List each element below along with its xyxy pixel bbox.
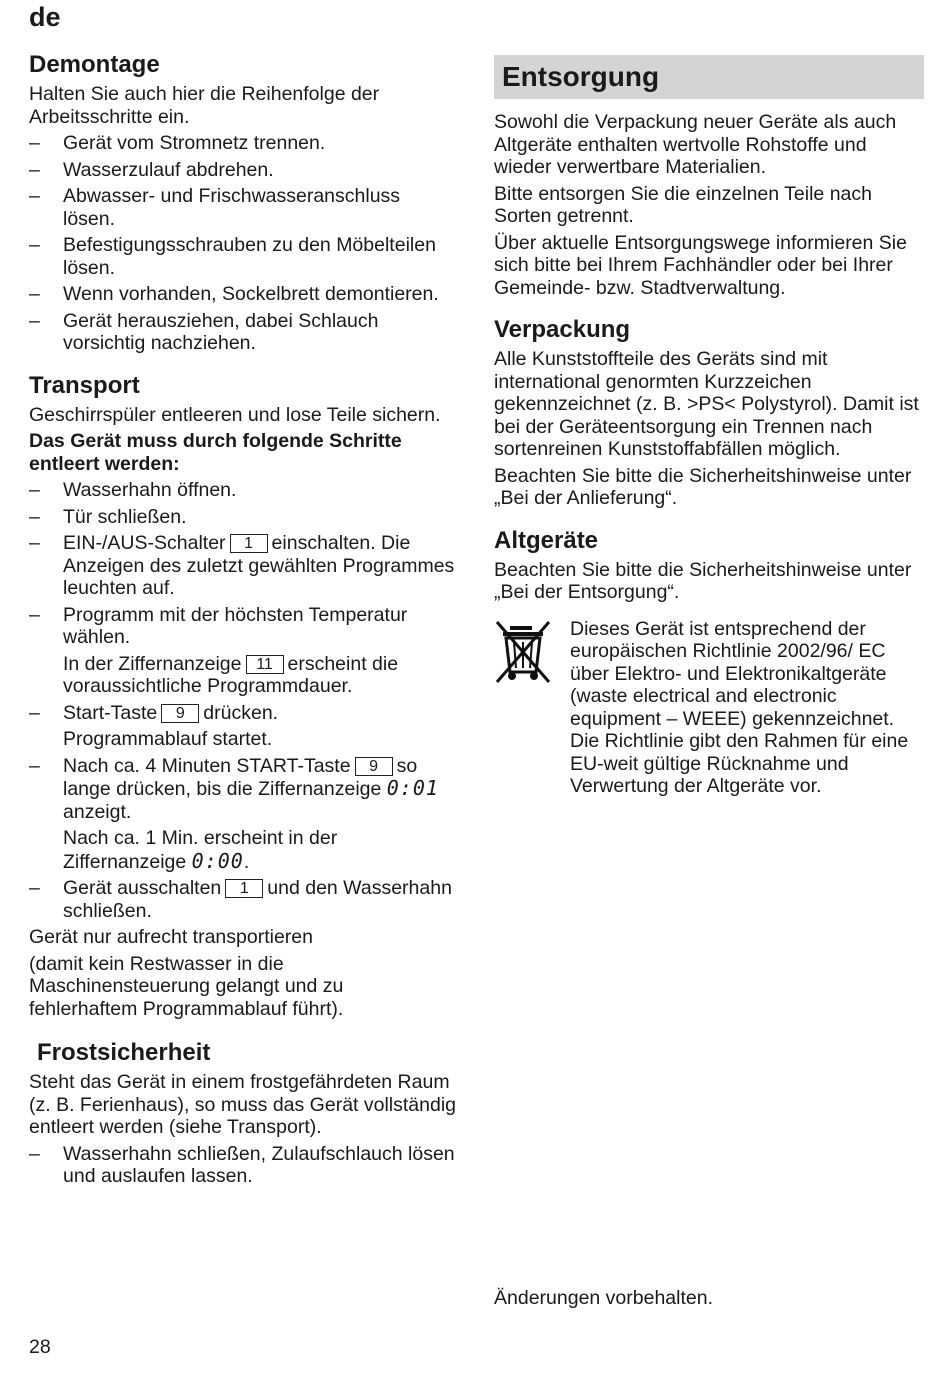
verpackung-paragraph-2: Beachten Sie bitte die Sicherheitshinweise unter „Bei der Anlieferung“. xyxy=(494,464,912,509)
list-item: – Gerät herausziehen, dabei Schlauch vorsichtig nachziehen. xyxy=(29,310,457,355)
weee-text: Dieses Gerät ist entsprechend der europäischen Richtlinie 2002/96/ EC über Elektro- und Elektronikaltgeräte (waste electrical and electronic equipment – WEEE) gekennzeichnet. Die Richtlinie gibt den Rahmen für eine EU-weit gültige Rücknahme und Verwertung der Altgeräte vor. xyxy=(570,617,909,797)
heading-frostsicherheit: Frostsicherheit xyxy=(37,1039,211,1066)
altgeraete-paragraph-1: Beachten Sie bitte die Sicherheitshinweise unter „Bei der Entsorgung“. xyxy=(494,558,912,603)
page-number: 28 xyxy=(29,1336,51,1358)
sub-paragraph xyxy=(63,827,457,873)
weee-notice xyxy=(494,618,924,798)
key-symbol: 1 xyxy=(225,879,263,898)
sub-text: erscheint die voraussichtliche Programmdauer. xyxy=(63,652,399,697)
demontage-intro: Halten Sie auch hier die Reihenfolge der Arbeitsschritte ein. xyxy=(29,83,380,128)
right-column xyxy=(494,55,924,798)
transport-bold-intro: Das Gerät muss durch folgende Schritte entleert werden: xyxy=(29,430,402,475)
frost-steps xyxy=(29,1143,457,1188)
step-text: so lange drücken, bis die Ziffernanzeige xyxy=(63,754,418,800)
section-transport xyxy=(29,371,457,1021)
transport-steps-4 xyxy=(29,877,457,922)
left-column xyxy=(29,50,457,1192)
key-symbol: 11 xyxy=(246,655,284,674)
transport-steps-2 xyxy=(29,702,457,725)
section-frostsicherheit xyxy=(29,1038,457,1188)
key-symbol: 1 xyxy=(230,534,268,553)
footer-note: Änderungen vorbehalten. xyxy=(494,1287,714,1309)
segment-display-value: 0:00 xyxy=(191,848,244,873)
list-item: – Tür schließen. xyxy=(29,506,457,529)
list-item xyxy=(29,532,457,600)
list-item: – Gerät vom Stromnetz trennen. xyxy=(29,132,457,155)
weee-text-block xyxy=(570,618,924,798)
transport-outro-1: Gerät nur aufrecht transportieren xyxy=(29,926,313,948)
list-item: – Wasserhahn schließen, Zulaufschlauch lösen und auslaufen lassen. xyxy=(29,1143,457,1188)
verpackung-paragraph-1: Alle Kunststoffteile des Geräts sind mit international genormten Kurzzeichen gekennzeichnet (z. B. >PS< Polystyrol). Damit ist bei der Geräteentsorgung ein Trennen nach sortenreinen Kunststoffabfällen möglich. xyxy=(494,348,919,460)
transport-outro-2: (damit kein Restwasser in die Maschinensteuerung gelangt und zu fehlerhaftem Programmablauf führt). xyxy=(29,952,344,1020)
section-demontage xyxy=(29,50,457,355)
sub-text: Nach ca. 1 Min. erscheint in der Ziffernanzeige xyxy=(63,827,338,873)
language-marker: de xyxy=(29,2,61,32)
list-item xyxy=(29,755,457,824)
step-text: Start-Taste xyxy=(63,701,158,724)
transport-intro: Geschirrspüler entleeren und lose Teile sichern. xyxy=(29,403,441,426)
step-text: und den Wasserhahn schließen. xyxy=(63,877,452,922)
list-item xyxy=(29,877,457,922)
section-verpackung xyxy=(494,315,924,510)
heading-transport: Transport xyxy=(29,371,140,399)
step-text: EIN-/AUS-Schalter xyxy=(63,532,226,554)
segment-display-value: 0:01 xyxy=(386,776,439,800)
list-item: – Programm mit der höchsten Temperatur wählen. xyxy=(29,604,457,649)
step-text: Nach ca. 4 Minuten START-Taste xyxy=(63,754,351,777)
list-item: – Wasserzulauf abdrehen. xyxy=(29,159,457,182)
sub-paragraph: Programmablauf startet. xyxy=(63,728,273,750)
demontage-steps xyxy=(29,132,457,355)
key-symbol: 9 xyxy=(355,757,393,776)
entsorgung-paragraph-3: Über aktuelle Entsorgungswege informieren Sie sich bitte bei Ihrem Fachhändler oder bei Ihrer Gemeinde- bzw. Stadtverwaltung. xyxy=(494,231,907,299)
list-item: – Befestigungsschrauben zu den Möbelteilen lösen. xyxy=(29,234,457,279)
step-text: anzeigt. xyxy=(63,800,132,823)
section-altgeraete xyxy=(494,526,924,798)
transport-steps xyxy=(29,479,457,649)
step-text: drücken. xyxy=(203,701,279,724)
sub-text: . xyxy=(243,850,250,873)
list-item: – Wenn vorhanden, Sockelbrett demontieren. xyxy=(29,283,457,306)
heading-verpackung: Verpackung xyxy=(494,316,631,343)
heading-demontage: Demontage xyxy=(29,51,160,78)
heading-entsorgung: Entsorgung xyxy=(494,55,924,99)
entsorgung-paragraph-1: Sowohl die Verpackung neuer Geräte als auch Altgeräte enthalten wertvolle Rohstoffe und wieder verwertbare Materialien. xyxy=(494,111,897,178)
list-item xyxy=(29,702,457,725)
sub-text: In der Ziffernanzeige xyxy=(63,652,242,675)
entsorgung-paragraph-2: Bitte entsorgen Sie die einzelnen Teile nach Sorten getrennt. xyxy=(494,182,872,227)
crossed-out-wheelie-bin-icon xyxy=(494,620,556,691)
frost-intro: Steht das Gerät in einem frostgefährdeten Raum (z. B. Ferienhaus), so muss das Gerät vollständig entleert werden (siehe Transport). xyxy=(29,1071,457,1138)
transport-steps-3 xyxy=(29,755,457,824)
list-item: – Abwasser- und Frischwasseranschluss lösen. xyxy=(29,185,457,230)
step-text: Gerät ausschalten xyxy=(63,877,222,899)
list-item: – Wasserhahn öffnen. xyxy=(29,479,457,502)
key-symbol: 9 xyxy=(161,704,199,723)
heading-altgeraete: Altgeräte xyxy=(494,526,599,554)
sub-paragraph xyxy=(63,653,457,698)
step-text: einschalten. Die Anzeigen des zuletzt gewählten Programmes leuchten auf. xyxy=(63,532,455,599)
